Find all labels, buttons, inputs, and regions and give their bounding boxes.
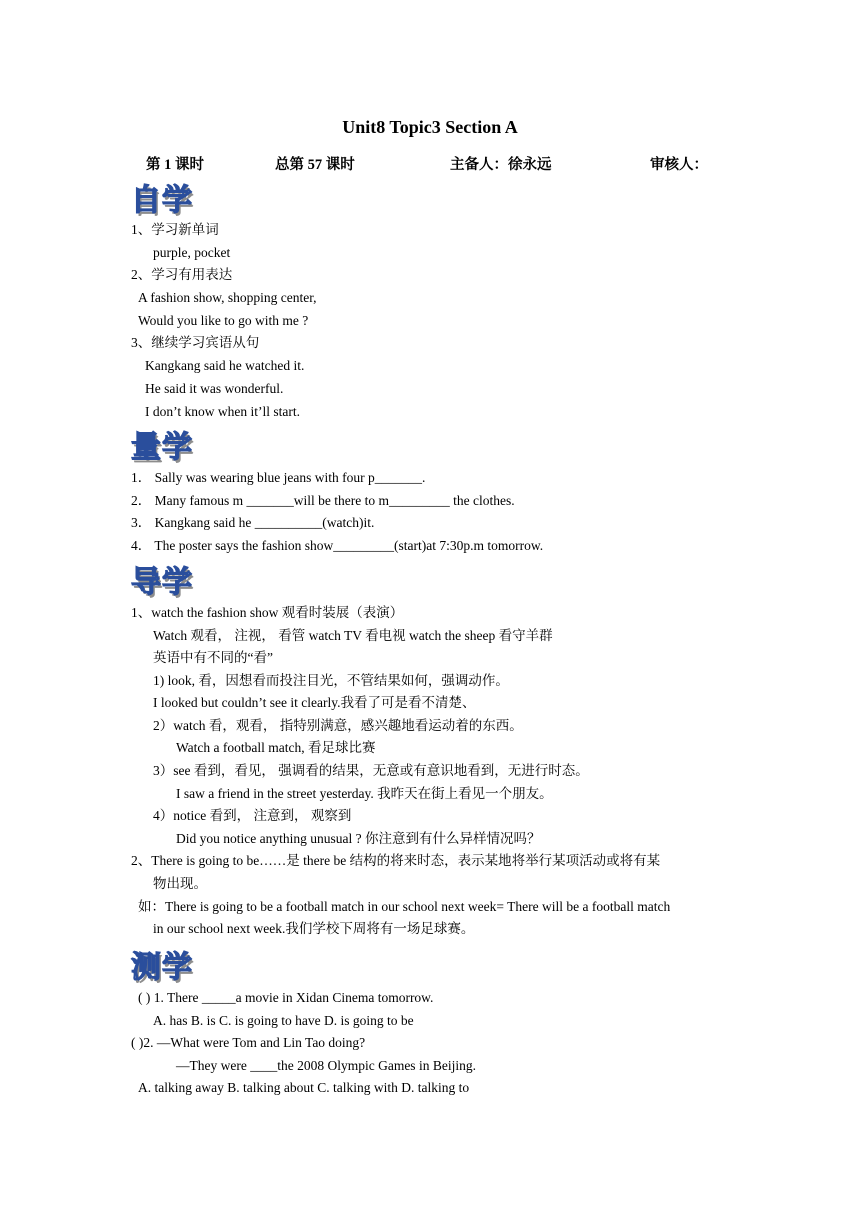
heading-self-study: 自学 (131, 183, 193, 218)
guide-line: 1) look, 看，因想看而投注目光，不管结果如何，强调动作。 (153, 673, 509, 688)
self-study-line: 2、学习有用表达 (131, 267, 233, 282)
self-study-line: A fashion show, shopping center, (138, 290, 317, 305)
lesson-number: 第 1 课时 (146, 157, 204, 173)
heading-test: 测学 (131, 950, 193, 985)
test-question: ( )2. —What were Tom and Lin Tao doing? (131, 1035, 366, 1050)
guide-line: in our school next week.我们学校下周将有一场足球赛。 (153, 921, 475, 936)
reviewer: 审核人： (650, 157, 708, 173)
heading-guide: 导学 (131, 565, 193, 600)
self-study-line: Would you like to go with me ? (138, 313, 309, 328)
guide-line: 4）notice 看到， 注意到， 观察到 (153, 808, 352, 823)
guide-line: I looked but couldn’t see it clearly.我看了可是看不清楚、 (153, 695, 476, 710)
self-study-line: 1、学习新单词 (131, 222, 219, 237)
guide-line: Watch a football match, 看足球比赛 (176, 740, 376, 755)
measure-item: 3． Kangkang said he __________(watch)it. (131, 515, 375, 530)
guide-line: 英语中有不同的“看” (153, 650, 273, 665)
guide-line: 2、There is going to be……是 there be 结构的将来时态，表示某地将举行某项活动或将有某 (131, 853, 661, 868)
test-options: A. has B. is C. is going to have D. is going to be (153, 1013, 414, 1028)
measure-item: 4． The poster says the fashion show_________(start)at 7:30p.m tomorrow. (131, 538, 544, 553)
guide-line: 2）watch 看，观看， 指特别满意，感兴趣地看运动着的东西。 (153, 718, 523, 733)
page-title: Unit8 Topic3 Section A (342, 117, 518, 137)
guide-line: 3）see 看到，看见， 强调看的结果，无意或有意识地看到，无进行时态。 (153, 763, 589, 778)
self-study-line: purple, pocket (153, 245, 231, 260)
guide-line: Did you notice anything unusual ? 你注意到有什么异样情况吗？ (176, 831, 541, 846)
guide-line: Watch 观看， 注视， 看管 watch TV 看电视 watch the sheep 看守羊群 (153, 628, 553, 643)
total-lesson-number: 总第 57 课时 (275, 157, 355, 173)
measure-item: 2． Many famous m _______will be there to m_________ the clothes. (131, 493, 515, 508)
self-study-line: I don’t know when it’ll start. (145, 404, 300, 419)
heading-measure: 量学 (131, 430, 193, 465)
self-study-line: Kangkang said he watched it. (145, 358, 305, 373)
self-study-line: 3、继续学习宾语从句 (131, 335, 260, 350)
guide-line: I saw a friend in the street yesterday. 我昨天在街上看见一个朋友。 (176, 786, 553, 801)
test-options: A. talking away B. talking about C. talking with D. talking to (138, 1080, 470, 1095)
test-question-reply: —They were ____the 2008 Olympic Games in Beijing. (176, 1058, 476, 1073)
guide-line: 1、watch the fashion show 观看时装展（表演） (131, 605, 404, 620)
preparer: 主备人：徐永远 (450, 157, 552, 173)
guide-line: 物出现。 (153, 876, 207, 891)
self-study-line: He said it was wonderful. (145, 381, 284, 396)
measure-item: 1． Sally was wearing blue jeans with four p_______. (131, 470, 426, 485)
guide-line: 如：There is going to be a football match in our school next week= There will be a football match (138, 899, 671, 914)
test-question: ( ) 1. There _____a movie in Xidan Cinema tomorrow. (138, 990, 434, 1005)
